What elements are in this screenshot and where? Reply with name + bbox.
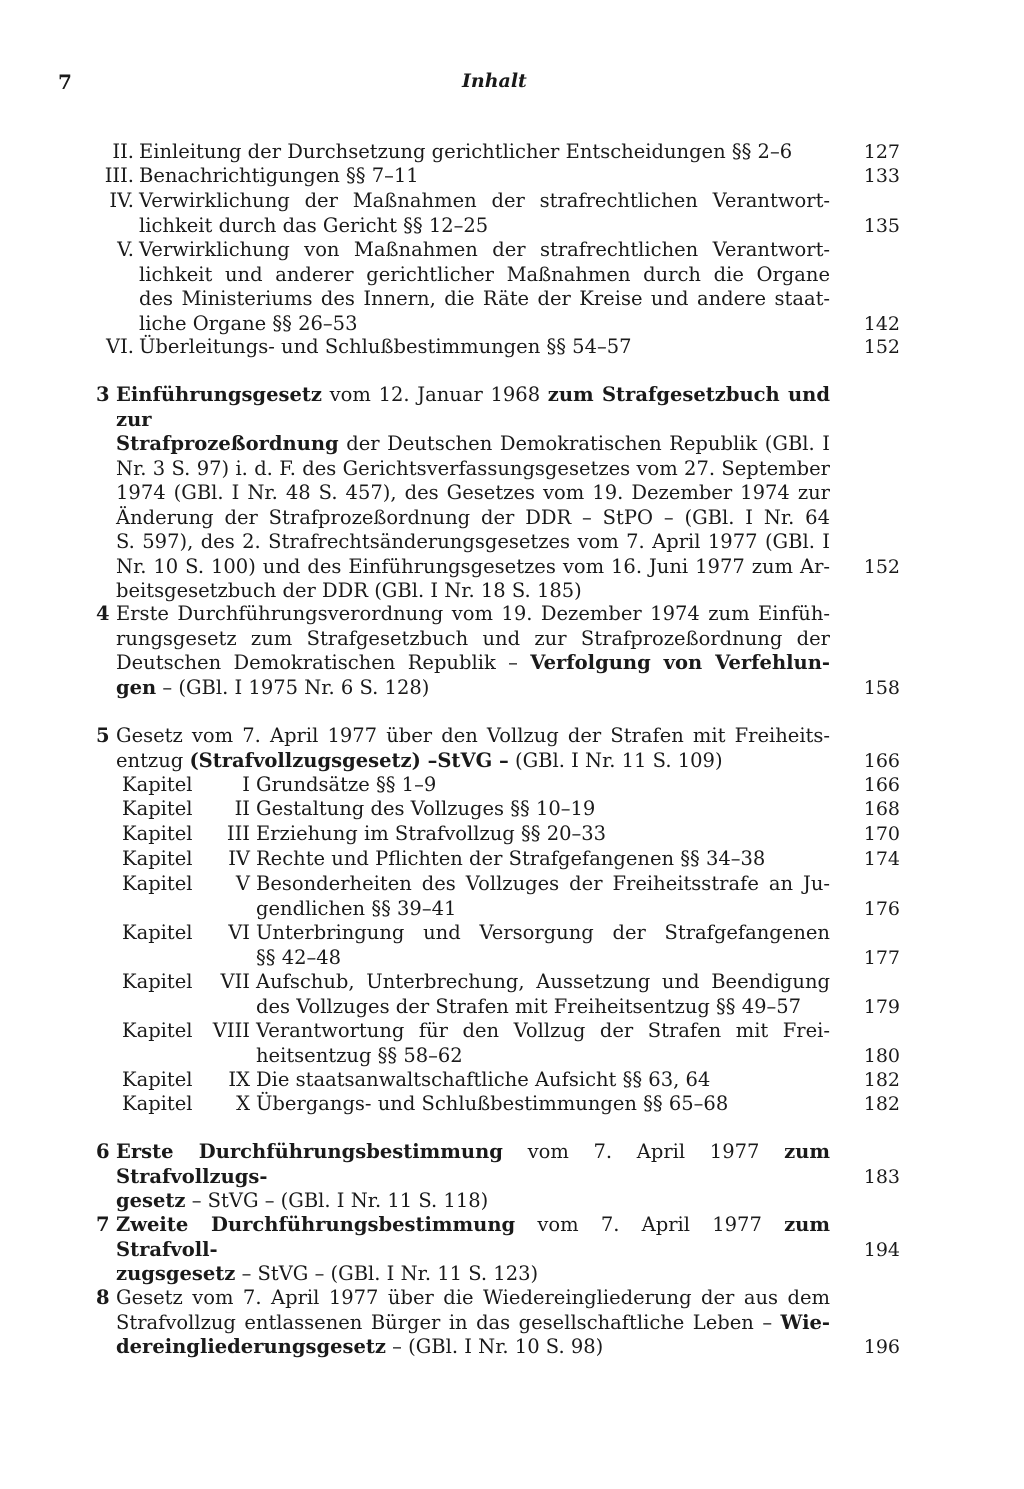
- entry-page-number: 182: [863, 1069, 900, 1091]
- entry-text-line: Nr. 10 S. 100) und des Einführungsgesetzes vom 16. Juni 1977 zum Ar-: [116, 554, 830, 578]
- entry-text-line: Verwirklichung der Maßnahmen der strafrechtlichen Verantwort-: [139, 189, 830, 212]
- entry-text: [256, 822, 900, 847]
- entry-page-number: 135: [863, 214, 900, 237]
- toc-entry-kapitel: [122, 970, 900, 1019]
- kapitel-numeral: VII: [220, 970, 250, 993]
- entry-page-number: 127: [863, 141, 900, 163]
- entry-text-line: Gesetz vom 7. April 1977 über die Wiedereingliederung der aus dem: [116, 1286, 830, 1309]
- toc-entry-roman: [100, 140, 900, 165]
- entry-section-number: 8: [96, 1286, 110, 1309]
- entry-text-line: Besonderheiten des Vollzuges der Freiheitsstrafe an Ju-: [256, 872, 830, 895]
- kapitel-numeral: VIII: [212, 1019, 250, 1042]
- entry-roman-numeral: V.: [117, 238, 134, 261]
- toc-entry-kapitel: [122, 1019, 900, 1068]
- entry-section-number: 4: [96, 602, 110, 625]
- entry-page-number: 196: [863, 1336, 900, 1358]
- entry-section-number: 6: [96, 1140, 110, 1163]
- entry-text-line: 1974 (GBl. I Nr. 48 S. 457), des Gesetzes vom 19. Dezember 1974 zur: [116, 481, 830, 504]
- kapitel-numeral: II: [234, 797, 250, 820]
- entry-text-line: Deutschen Demokratischen Republik – Verfolgung von Verfehlun-: [116, 651, 831, 674]
- entry-text: [116, 1140, 900, 1214]
- entry-section-number: 5: [96, 724, 110, 747]
- entry-text-line: Nr. 3 S. 97) i. d. F. des Gerichtsverfassungsgesetzes vom 27. September: [116, 456, 830, 480]
- entry-page-number: 183: [863, 1165, 900, 1188]
- entry-text-line: Aufschub, Unterbrechung, Aussetzung und Beendigung: [256, 970, 830, 993]
- entry-roman-numeral: VI.: [106, 335, 134, 358]
- entry-page-number: 176: [863, 897, 900, 920]
- toc-entry-roman: [100, 164, 900, 189]
- entry-text: [256, 1068, 900, 1093]
- entry-section-number: 7: [96, 1213, 110, 1236]
- toc-entry-section: [96, 724, 900, 773]
- toc-entry-roman: [100, 335, 900, 360]
- toc-entry-kapitel: [122, 921, 900, 970]
- kapitel-numeral: X: [236, 1092, 250, 1115]
- entry-page-number: 168: [863, 798, 900, 820]
- entry-text: [256, 847, 900, 872]
- entry-text-line: Strafvollzug entlassenen Bürger in das gesellschaftliche Leben – Wie-: [116, 1310, 830, 1334]
- entry-section-number: 3: [96, 383, 110, 406]
- toc-entry-roman: [100, 189, 900, 238]
- toc-entry-section: [96, 383, 900, 604]
- entry-text-line: Erste Durchführungsverordnung vom 19. Dezember 1974 zum Einfüh-: [116, 602, 830, 625]
- entry-page-number: 194: [863, 1238, 900, 1261]
- entry-text-line: Überleitungs- und Schlußbestimmungen §§ 54–57: [139, 335, 632, 358]
- entry-page-number: 142: [863, 312, 900, 335]
- entry-text-line: zugsgesetz – StVG – (GBl. I Nr. 11 S. 123): [116, 1262, 539, 1285]
- entry-page-number: 166: [863, 749, 900, 772]
- entry-page-number: 158: [863, 676, 900, 699]
- entry-text-line: Verantwortung für den Vollzug der Strafen mit Frei-: [256, 1019, 830, 1042]
- entry-text-line: lichkeit durch das Gericht §§ 12–25: [139, 213, 489, 237]
- kapitel-numeral: V: [235, 872, 250, 895]
- toc-entry-kapitel: [122, 773, 900, 798]
- page-number: 7: [58, 70, 72, 94]
- kapitel-label: Kapitel: [122, 773, 193, 796]
- entry-text: [116, 383, 900, 604]
- entry-text-line: heitsentzug §§ 58–62: [256, 1043, 463, 1067]
- entry-text-line: lichkeit und anderer gerichtlicher Maßnahmen durch die Organe: [139, 262, 830, 286]
- entry-text-line: Übergangs- und Schlußbestimmungen §§ 65–68: [256, 1092, 729, 1115]
- kapitel-label: Kapitel: [122, 921, 193, 944]
- entry-text-line: Änderung der Strafprozeßordnung der DDR – StPO – (GBl. I Nr. 64: [116, 505, 830, 529]
- entry-text-line: §§ 42–48: [256, 945, 342, 969]
- kapitel-label: Kapitel: [122, 1068, 193, 1091]
- running-head: Inhalt: [462, 70, 527, 92]
- entry-text: [139, 140, 900, 165]
- entry-text-line: entzug (Strafvollzugsgesetz) –StVG – (GBl. I Nr. 11 S. 109): [116, 748, 723, 772]
- entry-text-line: gen – (GBl. I 1975 Nr. 6 S. 128): [116, 675, 430, 699]
- kapitel-numeral: III: [226, 822, 250, 845]
- kapitel-numeral: IX: [228, 1068, 250, 1091]
- entry-page-number: 170: [863, 823, 900, 845]
- entry-text-line: gendlichen §§ 39–41: [256, 896, 457, 920]
- kapitel-numeral: VI: [228, 921, 250, 944]
- entry-roman-numeral: IV.: [109, 189, 134, 212]
- entry-text: [256, 797, 900, 822]
- toc-entry-kapitel: [122, 872, 900, 921]
- toc-entry-roman: [100, 238, 900, 336]
- kapitel-label: Kapitel: [122, 797, 193, 820]
- entry-text-line: beitsgesetzbuch der DDR (GBl. I Nr. 18 S. 185): [116, 579, 582, 602]
- toc-entry-kapitel: [122, 1092, 900, 1117]
- entry-text-line: Gestaltung des Vollzuges §§ 10–19: [256, 797, 596, 820]
- toc-entry-section: [96, 1213, 900, 1287]
- entry-text: [256, 1092, 900, 1117]
- toc-entry-kapitel: [122, 822, 900, 847]
- entry-text-line: S. 597), des 2. Strafrechtsänderungsgesetzes vom 7. April 1977 (GBl. I: [116, 530, 830, 553]
- entry-page-number: 177: [863, 946, 900, 969]
- kapitel-label: Kapitel: [122, 970, 193, 993]
- entry-text-line: Benachrichtigungen §§ 7–11: [139, 164, 419, 187]
- entry-text-line: Erziehung im Strafvollzug §§ 20–33: [256, 822, 607, 845]
- toc-entry-section: [96, 602, 900, 700]
- entry-page-number: 180: [863, 1044, 900, 1067]
- kapitel-numeral: I: [242, 773, 250, 796]
- entry-text-line: Strafprozeßordnung der Deutschen Demokratischen Republik (GBl. I: [116, 432, 830, 455]
- entry-text-line: Unterbringung und Versorgung der Strafgefangenen: [256, 921, 830, 944]
- kapitel-label: Kapitel: [122, 1019, 193, 1042]
- entry-text-line: liche Organe §§ 26–53: [139, 311, 358, 335]
- entry-text: [256, 970, 900, 1019]
- entry-text-line: rungsgesetz zum Strafgesetzbuch und zur Strafprozeßordnung der: [116, 626, 830, 650]
- entry-page-number: 174: [863, 848, 900, 870]
- entry-text-line: Erste Durchführungsbestimmung vom 7. April 1977 zum Strafvollzugs-: [116, 1140, 830, 1188]
- entry-text-line: Einleitung der Durchsetzung gerichtlicher Entscheidungen §§ 2–6: [139, 140, 793, 163]
- kapitel-label: Kapitel: [122, 847, 193, 870]
- entry-text-line: Einführungsgesetz vom 12. Januar 1968 zum Strafgesetzbuch und zur: [116, 383, 830, 431]
- entry-page-number: 182: [863, 1093, 900, 1115]
- toc-entry-kapitel: [122, 847, 900, 872]
- entry-text: [139, 164, 900, 189]
- entry-text-line: gesetz – StVG – (GBl. I Nr. 11 S. 118): [116, 1189, 489, 1212]
- toc-entry-kapitel: [122, 1068, 900, 1093]
- toc-entry-section: [96, 1140, 900, 1214]
- entry-text: [116, 1286, 900, 1360]
- entry-roman-numeral: III.: [104, 164, 134, 187]
- entry-text-line: des Vollzuges der Strafen mit Freiheitsentzug §§ 49–57: [256, 994, 802, 1018]
- entry-page-number: 152: [863, 555, 900, 578]
- entry-roman-numeral: II.: [112, 140, 134, 163]
- entry-text: [139, 335, 900, 360]
- entry-text-line: dereingliederungsgesetz – (GBl. I Nr. 10 S. 98): [116, 1335, 604, 1358]
- entry-text: [139, 189, 900, 238]
- toc-entry-section: [96, 1286, 900, 1360]
- entry-text-line: Die staatsanwaltschaftliche Aufsicht §§ 63, 64: [256, 1068, 711, 1091]
- entry-text: [139, 238, 900, 336]
- entry-text: [116, 1213, 900, 1287]
- entry-text: [256, 921, 900, 970]
- entry-page-number: 133: [863, 165, 900, 187]
- entry-page-number: 179: [863, 995, 900, 1018]
- kapitel-label: Kapitel: [122, 872, 193, 895]
- entry-text: [256, 773, 900, 798]
- kapitel-label: Kapitel: [122, 822, 193, 845]
- entry-text: [256, 872, 900, 921]
- entry-page-number: 166: [863, 774, 900, 796]
- entry-page-number: 152: [863, 336, 900, 358]
- entry-text-line: Verwirklichung von Maßnahmen der strafrechtlichen Verantwort-: [139, 238, 830, 261]
- entry-text-line: Zweite Durchführungsbestimmung vom 7. April 1977 zum Strafvoll-: [116, 1213, 830, 1261]
- kapitel-numeral: IV: [228, 847, 250, 870]
- entry-text: [256, 1019, 900, 1068]
- entry-text: [116, 724, 900, 773]
- kapitel-label: Kapitel: [122, 1092, 193, 1115]
- entry-text-line: Gesetz vom 7. April 1977 über den Vollzug der Strafen mit Freiheits-: [116, 724, 830, 747]
- entry-text-line: Grundsätze §§ 1–9: [256, 773, 437, 796]
- toc-entry-kapitel: [122, 797, 900, 822]
- entry-text-line: Rechte und Pflichten der Strafgefangenen §§ 34–38: [256, 847, 766, 870]
- entry-text: [116, 602, 900, 700]
- entry-text-line: des Ministeriums des Innern, die Räte der Kreise und andere staat-: [139, 287, 830, 310]
